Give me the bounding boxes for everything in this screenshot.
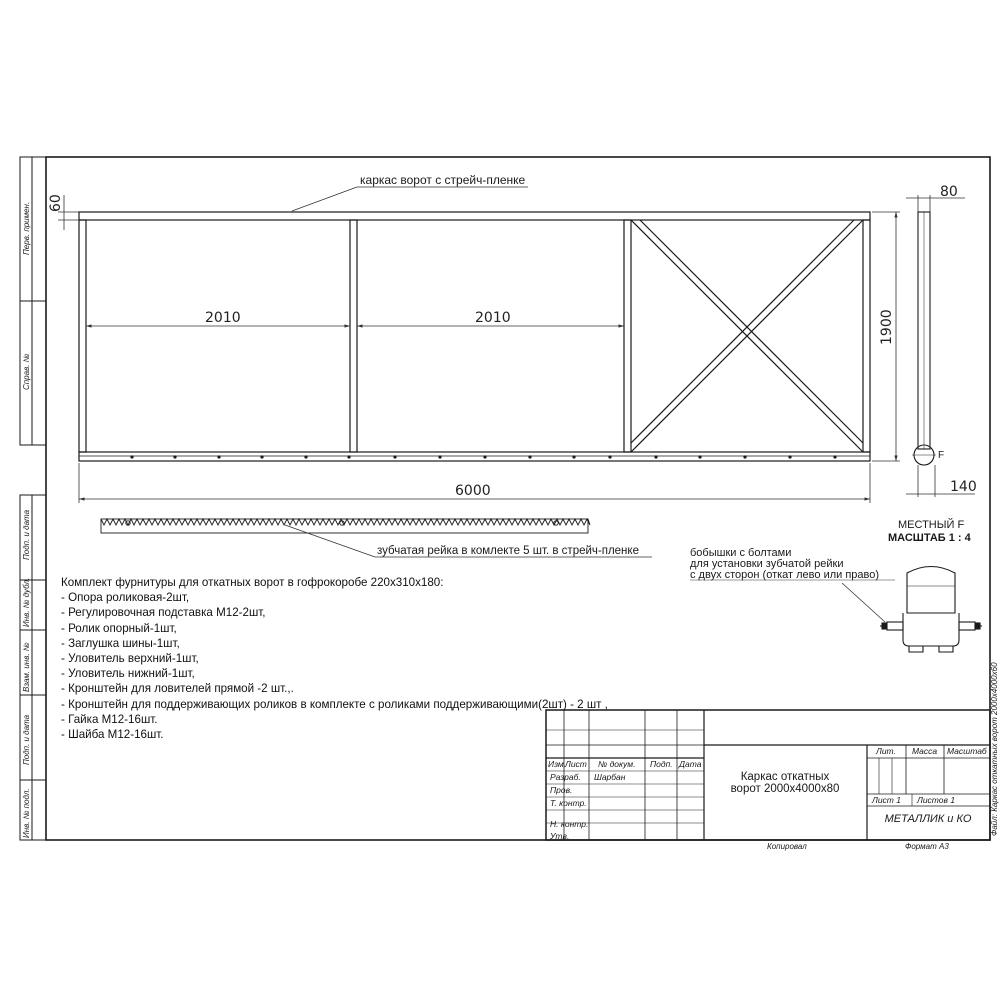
col-sign: Подп. — [650, 759, 673, 769]
hardware-item: - Гайка М12-16шт. — [61, 712, 158, 726]
callout-rack-label: зубчатая рейка в комлекте 5 шт. в стрейч-пленке — [377, 545, 639, 557]
file-note: Файл: Каркас откатных ворот 2000х4000х60 — [990, 662, 999, 836]
hardware-item: - Уловитель верхний-1шт, — [61, 652, 199, 666]
hardware-item: - Регулировочная подставка М12-2шт, — [61, 606, 266, 620]
hardware-item: - Кронштейн для поддерживающих роликов в комплекте с роликами поддерживающими(2шт) - 2 шт , — [61, 697, 608, 711]
col-list: Лист — [565, 759, 587, 769]
side-cell-6: Инв. № подл. — [22, 788, 31, 838]
hardware-list-title: Комплект фурнитуры для откатных ворот в гофрокоробе 220х310х180: — [61, 576, 444, 589]
callout-bolts-line-2: для установки зубчатой рейки — [690, 558, 844, 570]
detail-scale: МАСШТАБ 1 : 4 — [888, 532, 971, 544]
hardware-item: - Опора роликовая-2шт, — [61, 591, 190, 605]
hardware-item: - Шайба М12-16шт. — [61, 728, 164, 742]
callout-frame-leader — [292, 187, 528, 211]
dim-top-offset: 60 — [48, 194, 64, 212]
scale-label: Масштаб — [947, 746, 987, 756]
side-cell-2: Подп. и дата — [22, 509, 31, 560]
hardware-list — [61, 575, 621, 742]
dim-height: 1900 — [879, 309, 895, 345]
col-doc: № докум. — [598, 759, 636, 769]
row-developed: Разраб. — [550, 772, 581, 782]
hardware-item: - Заглушка шины-1шт, — [61, 636, 180, 650]
side-cell-0: Перв. примен. — [22, 201, 31, 255]
callout-bolts-leader — [842, 583, 885, 622]
side-profile-view — [912, 212, 936, 465]
side-cell-3: Инв. № дубл. — [22, 577, 31, 627]
row-norm-control: Н. контр. — [550, 819, 589, 829]
dim-total-length: 6000 — [455, 483, 491, 499]
sheets-label: Листов 1 — [917, 795, 956, 805]
dim-section-1: 2010 — [205, 310, 241, 326]
detail-f-section — [880, 567, 982, 653]
hardware-item: - Уловитель нижний-1шт, — [61, 667, 195, 681]
toothed-rack — [101, 519, 590, 533]
gate-frame — [79, 212, 870, 461]
lit-label: Лит. — [876, 746, 896, 756]
side-cell-5: Подп. и дата — [22, 714, 31, 765]
doc-title-line-2: ворот 2000х4000х80 — [730, 783, 840, 795]
row-approved: Утв. — [550, 831, 570, 841]
col-date: Дата — [679, 759, 702, 769]
detail-marker-letter: F — [938, 450, 945, 461]
side-cell-1: Справ. № — [22, 353, 31, 390]
row-tech-control: Т. контр. — [550, 798, 587, 808]
col-izm: Изм. — [548, 759, 567, 769]
callout-frame-label: каркас ворот с стрейч-пленке — [360, 173, 526, 187]
doc-title-line-1: Каркас откатных — [740, 771, 830, 783]
callout-bolts-line-1: бобышки с болтами — [690, 547, 792, 559]
detail-title: МЕСТНЫЙ F — [898, 519, 965, 531]
hardware-item: - Кронштейн для ловителей прямой -2 шт.,. — [61, 682, 294, 696]
hardware-item: - Ролик опорный-1шт, — [61, 621, 177, 635]
dim-profile-width: 80 — [940, 184, 958, 200]
dim-section-2: 2010 — [475, 310, 511, 326]
sheet-label: Лист 1 — [872, 795, 901, 805]
mass-label: Масса — [912, 746, 938, 756]
copied-label: Копировал — [767, 842, 807, 851]
side-cell-4: Взам. инв. № — [22, 642, 31, 692]
callout-bolts-line-3: с двух сторон (откат лево или право) — [690, 569, 880, 581]
developer-name: Шарбан — [594, 772, 626, 782]
company-name: МЕТАЛЛИК и КО — [884, 813, 972, 825]
row-checked: Пров. — [550, 785, 573, 795]
side-stamp-labels — [22, 202, 31, 838]
dim-profile-depth: 140 — [950, 479, 977, 495]
format-label: Формат А3 — [905, 842, 949, 851]
